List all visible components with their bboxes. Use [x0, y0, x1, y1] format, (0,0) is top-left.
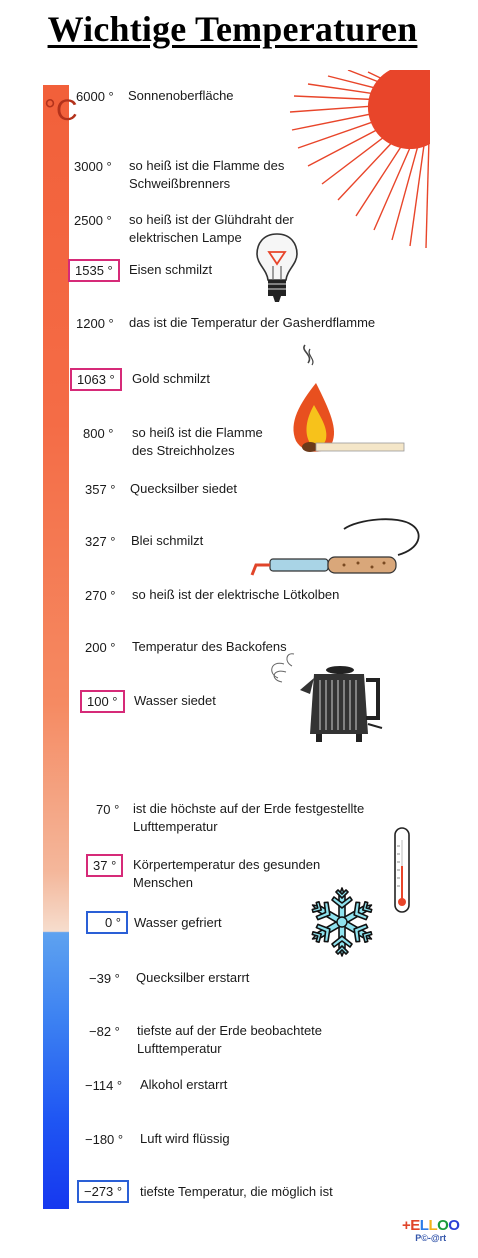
snowflake-icon — [302, 884, 382, 960]
temp-description: so heiß ist die Flamme des Streichholzes — [132, 425, 263, 458]
temp-value: 200 ° — [85, 640, 116, 655]
celsius-unit-label — [44, 96, 78, 126]
temp-description: das ist die Temperatur der Gasherdflamme — [129, 315, 376, 330]
temp-value-highlighted: 37 ° — [86, 854, 123, 877]
temp-value: 3000 ° — [74, 159, 112, 174]
temp-description: Luft wird flüssig — [140, 1131, 230, 1146]
temp-value: −82 ° — [89, 1024, 120, 1039]
temp-description: Quecksilber erstarrt — [136, 970, 250, 985]
temp-value-highlighted: 0 ° — [86, 911, 128, 934]
temp-value: −114 ° — [85, 1078, 123, 1093]
temp-value: 357 ° — [85, 482, 116, 497]
temp-value-highlighted: 100 ° — [80, 690, 125, 713]
temp-value: 800 ° — [83, 426, 114, 441]
temp-description: Temperatur des Backofens — [132, 639, 287, 654]
temp-description: Körpertemperatur des gesunden Menschen — [133, 857, 321, 890]
publisher-logo — [402, 1218, 459, 1243]
temp-value: 270 ° — [85, 588, 116, 603]
light-bulb-icon — [253, 232, 301, 304]
temp-value: 6000 ° — [76, 89, 114, 104]
page-title: Wichtige Temperaturen — [47, 9, 418, 49]
temp-value: 70 ° — [96, 802, 120, 817]
temp-description: so heiß ist der Glühdraht der elektrischen Lampe — [129, 212, 294, 245]
temp-value: 1200 ° — [76, 316, 114, 331]
temp-description: tiefste Temperatur, die möglich ist — [140, 1184, 333, 1199]
temp-description: so heiß ist der elektrische Lötkolben — [132, 587, 340, 602]
soldering-iron-icon — [250, 515, 430, 581]
unit-text: °C — [44, 94, 78, 127]
temp-value-highlighted: 1063 ° — [70, 368, 122, 391]
logo-line1: +ELLOO — [402, 1217, 460, 1234]
logo-line2: P©-@rt — [415, 1233, 447, 1243]
temp-value-highlighted: 1535 ° — [68, 259, 120, 282]
temp-description: ist die höchste auf der Erde festgestellte Lufttemperatur — [133, 801, 365, 834]
temp-value: 327 ° — [85, 534, 116, 549]
temp-description: Wasser gefriert — [134, 915, 222, 930]
temp-description: Wasser siedet — [134, 693, 216, 708]
match-flame-icon — [280, 343, 406, 459]
temp-description: Sonnenoberfläche — [128, 88, 234, 103]
temp-description: Blei schmilzt — [131, 533, 204, 548]
temp-description: Alkohol erstarrt — [140, 1077, 228, 1092]
thermometer-icon — [392, 826, 412, 916]
temp-description: Quecksilber siedet — [130, 481, 237, 496]
temp-description: tiefste auf der Erde beobachtete Lufttemperatur — [137, 1023, 323, 1056]
temp-value: −39 ° — [89, 971, 120, 986]
temp-description: Gold schmilzt — [132, 371, 211, 386]
electric-kettle-icon — [264, 650, 384, 746]
temp-description: Eisen schmilzt — [129, 262, 213, 277]
temp-value: 2500 ° — [74, 213, 112, 228]
temp-value-highlighted: −273 ° — [77, 1180, 129, 1203]
sun-icon — [288, 70, 430, 248]
temp-description: so heiß ist die Flamme des Schweißbrenners — [129, 158, 285, 191]
temperature-scale-bar — [43, 85, 69, 1209]
temp-value: −180 ° — [85, 1132, 124, 1147]
